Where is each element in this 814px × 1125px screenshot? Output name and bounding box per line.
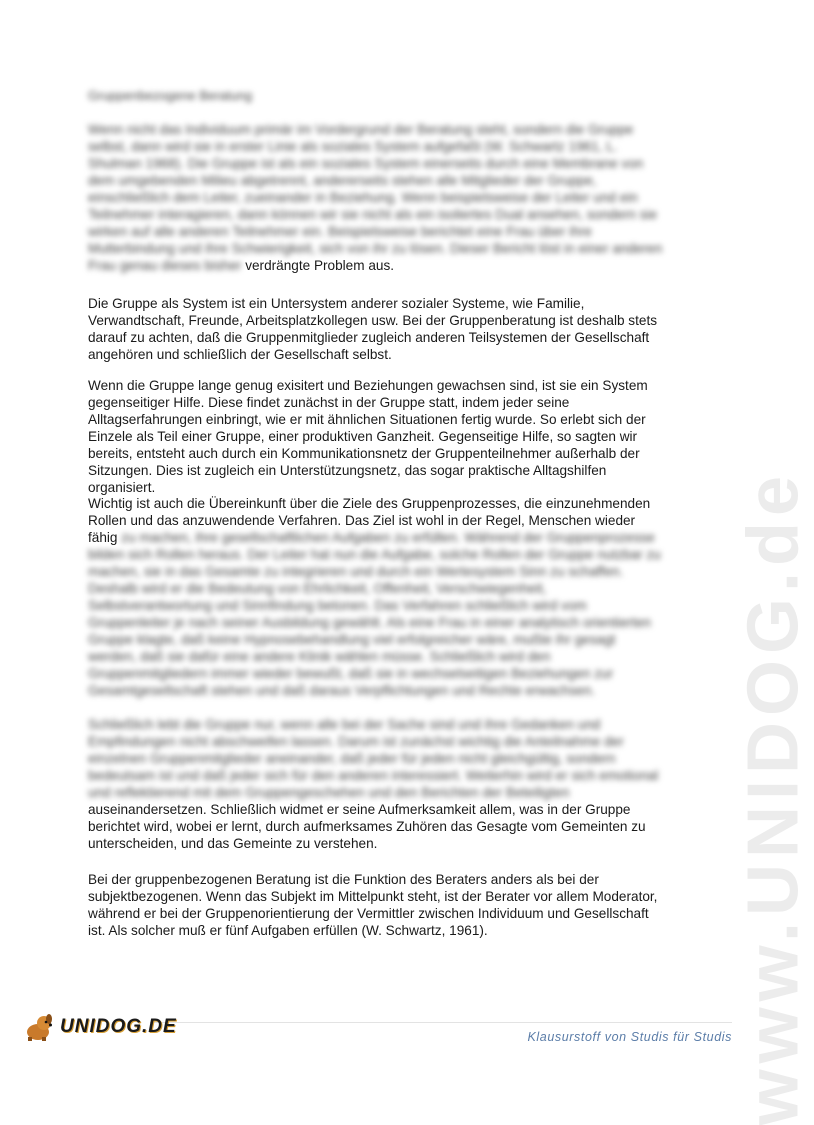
paragraph-4 [88,495,663,699]
watermark: www.UNIDOG.de [733,470,813,1125]
footer-divider [150,1022,732,1023]
paragraph-5-clear: auseinandersetzen. Schließlich widmet er seine Aufmerksamkeit allem, was in der Gruppe berichtet wird, wobei er lernt, durch aufmerksames Zuhören das Gesagte vom Gemeinten zu unterscheiden, und das Gemeinte zu verstehen. [88,802,646,851]
unidog-logo[interactable] [22,1012,177,1042]
paragraph-5-blurred: Schließlich lebt die Gruppe nur, wenn alle bei der Sache sind und ihre Gedanken und Empfindungen nicht abschweifen lassen. Darum ist zunächst wichtig die Anteilnahme der einzelnen Gruppenmitglieder aneinander, daß jeder für jeden nicht gleichgültig, sondern bedeutsam ist und daß jeder sich für den anderen interessiert. Weiterhin wird er sich emotional und reflektierend mit dem Gruppengeschehen und den Berichten der Beteiligten [88,717,659,800]
paragraph-4-clear: Wichtig ist auch die Übereinkunft über die Ziele des Gruppenprozesses, die einzunehmenden Rollen und das anzuwendende Verfahren. Das Ziel ist wohl in der Regel, Menschen wieder fähig [88,496,651,545]
footer-slogan: Klausurstoff von Studis für Studis [527,1030,732,1044]
paragraph-1-clear: verdrängte Problem aus. [245,258,395,273]
paragraph-3: Wenn die Gruppe lange genug exisitert und Beziehungen gewachsen sind, ist sie ein System gegenseitiger Hilfe. Diese findet zunächst in der Gruppe statt, indem jeder seine Alltagserfahrungen einbringt, wie er mit ähnlichen Situationen fertig wurde. So erlebt sich der Einzele als Teil einer Gruppe, einer produktiven Ganzheit. Gegenseitige Hilfe, so sagten wir bereits, entsteht auch durch ein Kommunikationsnetz der Gruppenteilnehmer außerhalb der Sitzungen. Dies ist zugleich ein Unterstützungsnetz, das sogar praktische Alltagshilfen organisiert. [88,378,648,495]
paragraph-6: Bei der gruppenbezogenen Beratung ist die Funktion des Beraters anders als bei der subjektbezogenen. Wenn das Subjekt im Mittelpunkt steht, ist der Berater vor allem Moderator, während er bei der Gruppenorientierung der Vermittler zwischen Individuum und Gesellschaft ist. Als solcher muß er fünf Aufgaben erfüllen (W. Schwartz, 1961). [88,872,658,938]
paragraph-4-blurred: zu machen, ihre gesellschaftlichen Aufgaben zu erfüllen. Während der Gruppenprozesse bilden sich Rollen heraus. Der Leiter hat nun die Aufgabe, solche Rollen der Gruppe nutzbar zu machen, sie in das Gesamte zu integrieren und durch ein Wertesystem Sinn zu schaffen. Deshalb wird er die Bedeutung von Ehrlichkeit, Offenheit, Verschwiegenheit, Selbstverantwortung und Sinnfindung betonen. Das Verfahren schließlich wird vom Gruppenleiter je nach seiner Ausbildung gewählt. Als eine Frau in einer analytisch orientierten Gruppe klagte, daß keine Hypnosebehandlung viel erfolgreicher wäre, mußte ihr gesagt werden, daß sie dafür eine andere Klinik wählen müsse. Schließlich wird den Gruppenmitgliedern immer wieder bewußt, daß sie in wechselseitigen Beziehungen zur Gesamtgesellschaft stehen und daß daraus Verpflichtungen und Rechte erwachsen. [88,530,661,698]
paragraph-2: Die Gruppe als System ist ein Untersystem anderer sozialer Systeme, wie Familie, Verwandtschaft, Freunde, Arbeitsplatzkollegen usw. Bei der Gruppenberatung ist deshalb stets darauf zu achten, daß die Gruppenmitglieder zugleich anderen Teilsystemen der Gesellschaft angehören und schließlich der Gesellschaft selbst. [88,296,658,362]
document-title: Gruppenbezogene Beratung [88,88,253,103]
paragraph-1 [88,121,663,274]
paragraph-5 [88,716,663,852]
dog-mascot-icon [22,1012,56,1042]
logo-text: UNIDOG.DE [60,1016,177,1037]
paragraph-1-blurred: Wenn nicht das Individuum primär im Vordergrund der Beratung steht, sondern die Gruppe selbst, dann wird sie in erster Linie als soziales System aufgefaßt (W. Schwartz 1961, L. Shulman 1968). Die Gruppe ist als ein soziales System einerseits durch eine Membrane von dem umgebenden Milieu abgetrennt, andererseits stehen alle Mitglieder der Gruppe, einschließlich dem Leiter, zueinander in Beziehung. Wenn beispielsweise der Leiter und ein Teilnehmer interagieren, dann können wir sie nicht als ein isoliertes Dual ansehen, sondern sie wirken auf alle anderen Teilnehmer ein. Beispielsweise berichtet eine Frau über ihre Mutterbindung und ihre Schwierigkeit, sich von ihr zu lösen. Dieser Bericht löst in einer anderen Frau genau dieses bisher [88,122,663,273]
